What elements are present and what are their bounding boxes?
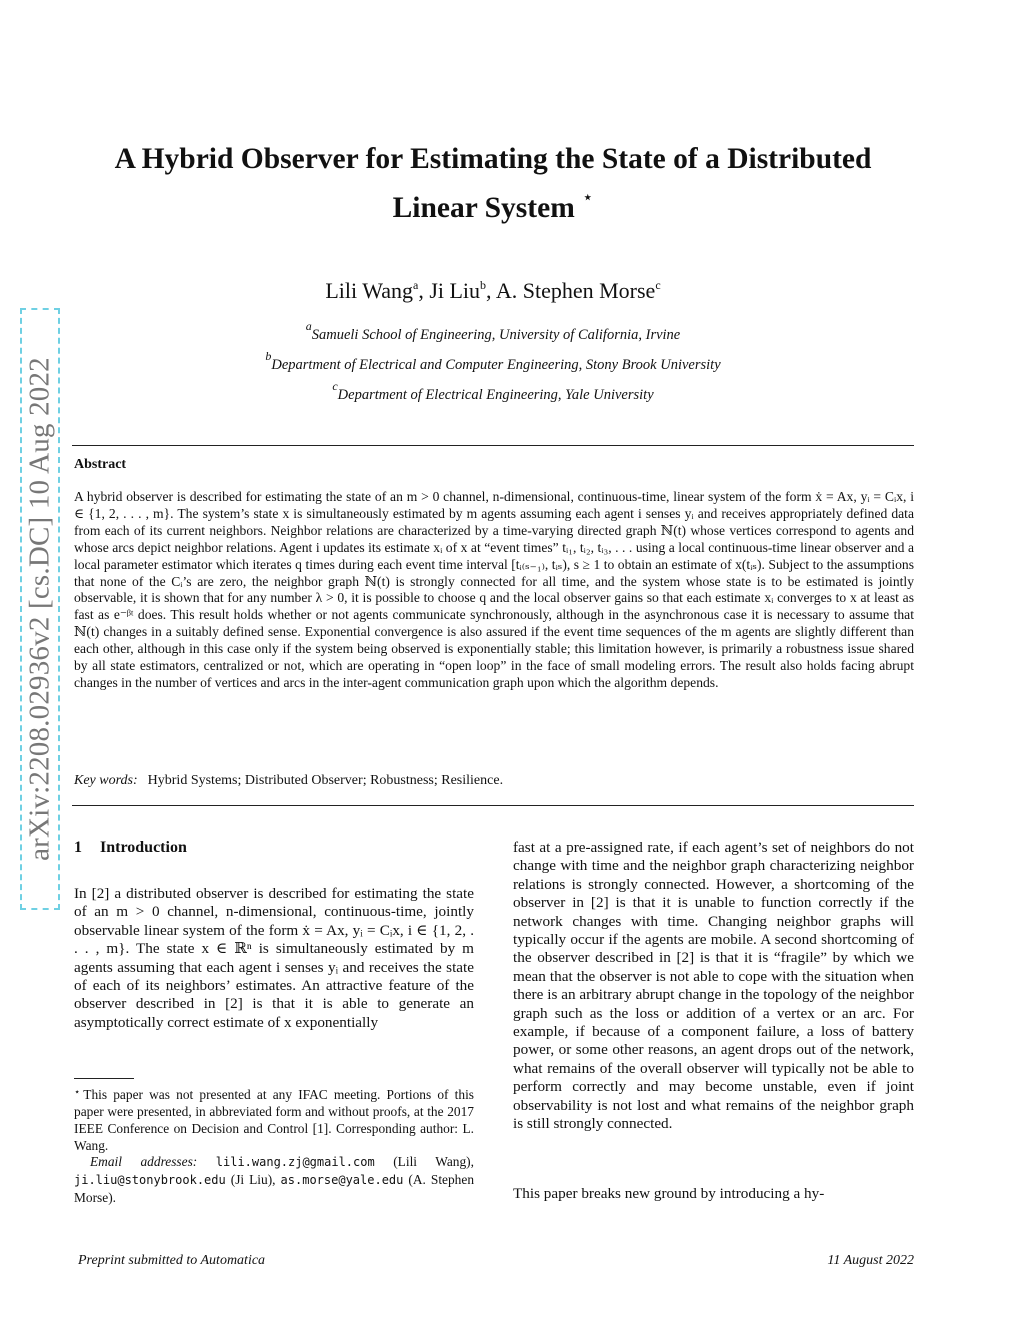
intro-paragraph-right: fast at a pre-assigned rate, if each agent’s set of neighbors do not change with time and the neighbor graph characterizing neighbor relations is strongly connected. However, a shortcoming of the observer in [2] is that it is unable to function correctly if the network changes with time. Changing neighbor graphs will typically occur if the agents are mobile. A second shortcoming of the observer described in [2] is that it is “fragile” by which we mean that the observer is not able to cope with the situation when there is an arbitrary abrupt change in the topology of the neighbor graph such as the loss or addition of a vertex or an arc. For example, if because of a component failure, a loss of battery power, or some other reasons, an agent drops out of the network, what remains of the overall observer will typically not be able to perform correctly and may become unstable, even if joint observability is not lost and what remains of the neighbor graph is still strongly connected. bbox=[513, 839, 914, 1133]
title-line-1: A Hybrid Observer for Estimating the State of a Distributed bbox=[114, 143, 872, 175]
affiliation-text: Samueli School of Engineering, University of California, Irvine bbox=[311, 327, 681, 343]
affiliation bbox=[72, 379, 914, 404]
abstract-bottom-rule bbox=[72, 805, 914, 806]
arxiv-identifier: arXiv:2208.02936v2 [cs.DC] 10 Aug 2022 bbox=[23, 357, 56, 861]
keywords-label: Key words: bbox=[74, 773, 138, 788]
email-owner: (Lili Wang), bbox=[393, 1154, 474, 1169]
abstract-body: A hybrid observer is described for estimating the state of an m > 0 channel, n-dimensional, continuous-time, linear system of the form ẋ = Ax, yᵢ = Cᵢx, i ∈ {1, 2, . . . , m}. The system’s state x is simultaneously estimated by m agents assuming each agent i senses yᵢ and receives appropriately defined data from each of its current neighbors. Neighbor relations are characterized by a time-varying directed graph ℕ(t) whose vertices correspond to agents and whose arcs depict neighbor relations. Agent i updates its estimate xᵢ of x at “event times” tᵢ₁, tᵢ₂, tᵢ₃, . . . using a local continuous-time linear observer and a local parameter estimator which iterates q times during each event time interval [tᵢ₍ₛ₋₁₎, tᵢₛ), s ≥ 1 to obtain an estimate of x(tᵢₛ). Subject to the assumptions that none of the Cᵢ’s are zero, the neighbor graph ℕ(t) is strongly connected for all time, and the system whose state is to be estimated is jointly observable, it is shown that for any number λ > 0, it is possible to choose q and the local observer gains so that each estimate xᵢ converges to x at least as fast as e⁻ᵝᵗ does. This result holds whether or not agents communicate synchronously, although in the asynchronous case it is necessary to assume that ℕ(t) changes in a suitably defined sense. Exponential convergence is also assured if the event time sequences of the m agents are slightly different than each other, although in this case only if the system being observed is exponentially stable; this limitation however, is primarily a robustness issue shared by all state estimators, centralized or not, which are operating in “open loop” in the face of small modeling errors. The result also holds facing abrupt changes in the number of vertices and arcs in the inter-agent communication graph upon which the algorithm depends. bbox=[74, 489, 914, 690]
email-owner: (Ji Liu), bbox=[230, 1172, 276, 1187]
author-affil-mark: a bbox=[412, 278, 419, 292]
footnote-star: ⋆ bbox=[74, 1087, 81, 1098]
author-affil-mark: c bbox=[655, 278, 661, 292]
keywords-text: Hybrid Systems; Distributed Observer; Robustness; Resilience. bbox=[147, 773, 504, 788]
paper-title bbox=[72, 140, 914, 227]
affiliation bbox=[72, 319, 914, 344]
section-heading bbox=[74, 839, 187, 857]
footnote-text: This paper was not presented at any IFAC meeting. Portions of this paper were presented, in abbreviated form and without proofs, at the 2017 IEEE Conference on Decision and Control [1]. Corresponding author: L. Wang. bbox=[74, 1087, 474, 1153]
title-line-2-text: Linear System bbox=[392, 192, 575, 224]
affiliation-mark: c bbox=[332, 379, 338, 393]
email-link[interactable]: lili.wang.zj@gmail.com bbox=[215, 1155, 375, 1169]
author-list: Lili Wang$^a$, Ji Liu$^b$, A. Stephen Morse$^c$ bbox=[325, 278, 661, 303]
affiliation-mark: b bbox=[265, 349, 272, 363]
email-label: Email addresses: bbox=[90, 1154, 198, 1169]
affiliation-text: Department of Electrical and Computer Engineering, Stony Brook University bbox=[271, 357, 721, 373]
footnote bbox=[74, 1084, 474, 1154]
title-footnote-star: ⋆ bbox=[582, 187, 594, 207]
author-affil-mark: b bbox=[480, 278, 487, 292]
footnote-rule bbox=[74, 1078, 134, 1079]
intro-paragraph-left: In [2] a distributed observer is described for estimating the state of an m > 0 channel, n-dimensional, continuous-time, jointly observable linear system of the form ẋ = Ax, yᵢ = Cᵢx, i ∈ {1, 2, . . . , m}. The state x ∈ ℝⁿ is simultaneously estimated by m agents assuming that each agent i senses yᵢ and receives the state of each of its neighbors’ estimates. An attractive feature of the observer described in [2] is that it is able to generate an asymptotically correct estimate of x exponentially bbox=[74, 885, 474, 1031]
author-name: Lili Wang bbox=[325, 278, 413, 303]
keywords bbox=[74, 773, 503, 789]
arxiv-stamp bbox=[20, 308, 60, 910]
section-title: Introduction bbox=[100, 839, 187, 856]
intro-paragraph-right-continued: This paper breaks new ground by introducing a hy- bbox=[513, 1185, 825, 1202]
affiliation bbox=[72, 349, 914, 374]
email-owner: (A. Stephen Morse). bbox=[74, 1172, 475, 1205]
email-link[interactable]: ji.liu@stonybrook.edu bbox=[74, 1173, 226, 1187]
email-addresses bbox=[74, 1153, 474, 1206]
title-line-2 bbox=[72, 178, 914, 227]
abstract-top-rule bbox=[72, 445, 914, 446]
affiliation-text: Department of Electrical Engineering, Yale University bbox=[337, 387, 654, 403]
footer-date: 11 August 2022 bbox=[827, 1253, 914, 1268]
author-name: Ji Liu bbox=[429, 278, 481, 303]
footer-submission-note: Preprint submitted to Automatica bbox=[78, 1253, 266, 1268]
email-link[interactable]: as.morse@yale.edu bbox=[280, 1173, 404, 1187]
author-name: A. Stephen Morse bbox=[495, 278, 656, 303]
section-number: 1 bbox=[74, 839, 82, 856]
abstract-heading: Abstract bbox=[74, 457, 127, 472]
affiliation-mark: a bbox=[305, 319, 312, 333]
